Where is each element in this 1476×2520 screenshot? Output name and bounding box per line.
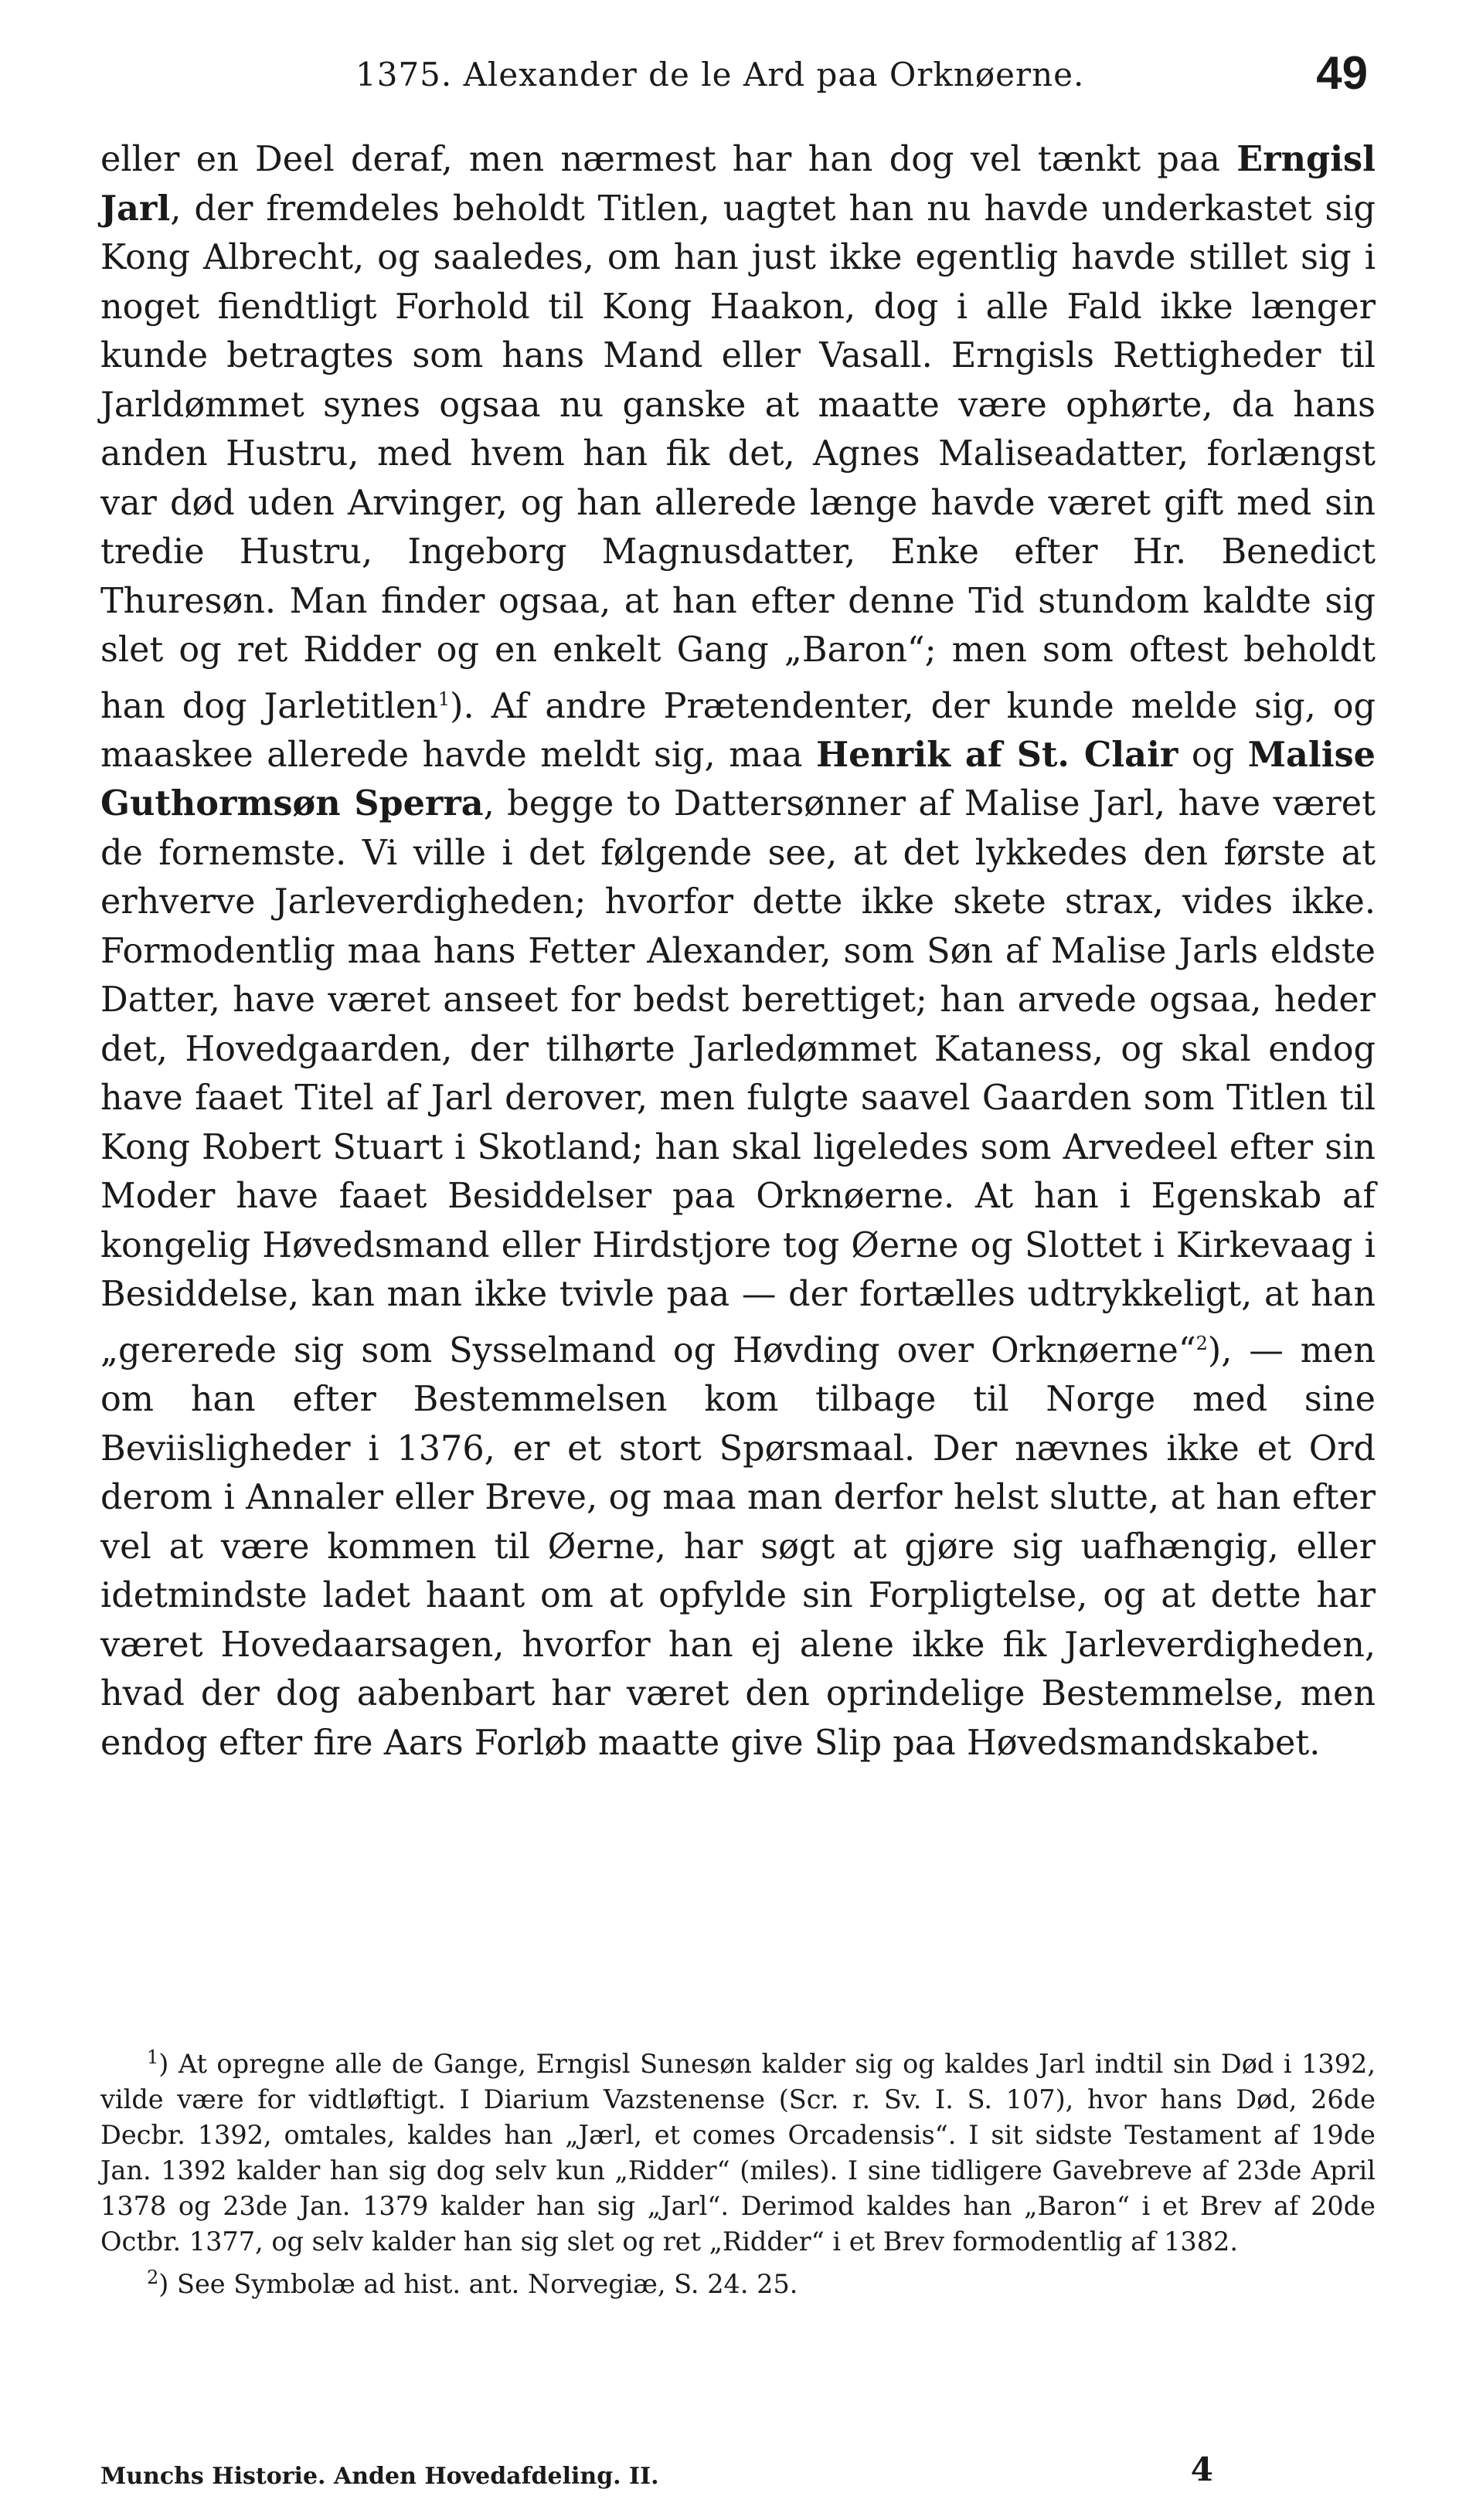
- signature-mark: 4: [1190, 2450, 1213, 2488]
- printer-signature: Munchs Historie. Anden Hovedafdeling. II.: [100, 2463, 659, 2490]
- text-run: , begge to Dattersønner af Malise Jarl, have været de fornemste. Vi ville i det følgende see, at det lykkedes den første at erhverve Jarleverdigheden; hvorfor dette ikke skete strax, vides ikke. Formodentlig maa hans Fetter Alexander, som Søn af Malise Jarls eldste Datter, have været anseet for bedst berettiget; han arvede ogsaa, heder det, Hovedgaarden, der tilhørte Jarledømmet Kataness, og skal endog have faaet Titel af Jarl derover, men fulgte saavel Gaarden som Titlen til Kong Robert Stuart i Skotland; han skal ligeledes som Arvedeel efter sin Moder have faaet Besiddelser paa Orknøerne. At han i Egenskab af kongelig Høvedsmand eller Hirdstjore tog Øerne og Slottet i Kirkevaag i Besiddelse, kan man ikke tvivle paa — der fortælles udtrykkeligt, at han „gererede sig som Sysselmand og Høvding over Orknøerne“: [100, 784, 1376, 1370]
- footnote-marker: 2: [147, 2267, 159, 2289]
- person-name-henrik: Henrik af St. Clair: [816, 734, 1178, 775]
- running-title: 1375. Alexander de le Ard paa Orknøerne.: [355, 56, 1085, 93]
- person-name-erngisl: Erngisl Jarl: [100, 139, 1376, 229]
- footnote-marker: 1: [147, 2046, 159, 2068]
- text-run: og: [1178, 735, 1248, 775]
- footnote-text: ) See Symbolæ ad hist. ant. Norvegiæ, S. 24. 25.: [158, 2269, 798, 2300]
- text-run: ). Af andre Prætendenter, der kunde melde sig, og maaskee allerede havde meldt sig, maa: [100, 686, 1376, 775]
- footnote: [100, 2039, 1376, 2260]
- footnote-reference: 2: [1195, 1332, 1208, 1354]
- text-run: ), — men om han efter Bestemmelsen kom tilbage til Norge med sine Beviisligheder i 1376, er et stort Spørsmaal. Der nævnes ikke et Ord derom i Annaler eller Breve, og maa man derfor helst slutte, at han efter vel at være kommen til Øerne, har søgt at gjøre sig uafhængig, eller idetmindste ladet haant om at opfylde sin Forpligtelse, og at dette har været Hovedaarsagen, hvorfor han ej alene ikke fik Jarleverdigheden, hvad der dog aabenbart har været den oprindelige Bestemmelse, men endog efter fire Aars Forløb maatte give Slip paa Høvedsmandskabet.: [100, 1330, 1376, 1763]
- person-name-malise: Malise Guthormsøn Sperra: [100, 734, 1376, 824]
- footnote: [100, 2260, 1376, 2302]
- footnote-reference: 1: [437, 688, 451, 710]
- main-paragraph: [100, 135, 1376, 1768]
- running-head: [93, 46, 1391, 116]
- body-text: [100, 135, 1376, 1768]
- footnote-text: ) At opregne alle de Gange, Erngisl Sunesøn kalder sig og kaldes Jarl indtil sin Død i 1392, vilde være for vidtløftigt. I Diarium Vazstenense (Scr. r. Sv. I. S. 107), hvor hans Død, 26de Decbr. 1392, omtales, kaldes han „Jærl, et comes Orcadensis“. I sit sidste Testament af 19de Jan. 1392 kalder han sig dog selv kun „Ridder“ (miles). I sine tidligere Gavebreve af 23de April 1378 og 23de Jan. 1379 kalder han sig „Jarl“. Derimod kaldes han „Baron“ i et Brev af 20de Octbr. 1377, og selv kalder han sig slet og ret „Ridder“ i et Brev formodentlig af 1382.: [100, 2049, 1376, 2257]
- signature-line: [100, 2450, 1376, 2505]
- text-run: eller en Deel deraf, men nærmest har han dog vel tænkt paa: [100, 140, 1237, 179]
- footnotes: [100, 2039, 1376, 2302]
- page-number: 49: [1316, 47, 1368, 99]
- text-run: , der fremdeles beholdt Titlen, uagtet han nu havde underkastet sig Kong Albrecht, og saaledes, om han just ikke egentlig havde stillet sig i noget fiendtligt Forhold til Kong Haakon, dog i alle Fald ikke længer kunde betragtes som hans Mand eller Vasall. Erngisls Rettigheder til Jarldømmet synes ogsaa nu ganske at maatte være ophørte, da hans anden Hustru, med hvem han fik det, Agnes Maliseadatter, forlængst var død uden Arvinger, og han allerede længe havde været gift med sin tredie Hustru, Ingeborg Magnusdatter, Enke efter Hr. Benedict Thuresøn. Man finder ogsaa, at han efter denne Tid stundom kaldte sig slet og ret Ridder og en enkelt Gang „Baron“; men som oftest beholdt han dog Jarletitlen: [100, 188, 1376, 726]
